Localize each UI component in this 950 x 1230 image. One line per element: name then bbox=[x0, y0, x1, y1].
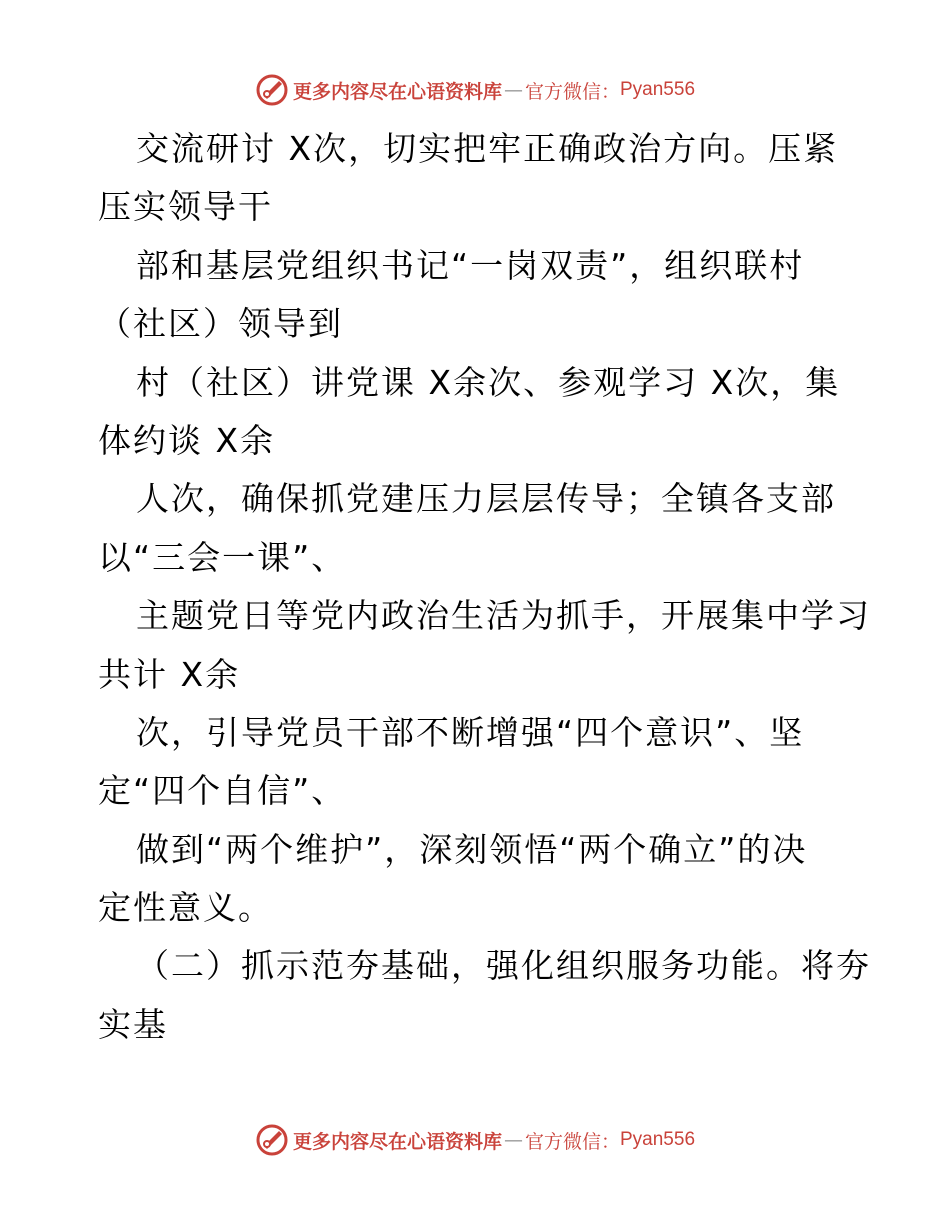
document-line: 定“四个自信”、 bbox=[98, 771, 347, 811]
document-line: 次，引导党员干部不断增强“四个意识”、坚 bbox=[136, 712, 805, 752]
footer-brand-text: 更多内容尽在心语资料库 bbox=[292, 1130, 502, 1153]
header-official-label: 官方微信： bbox=[524, 80, 620, 103]
document-body bbox=[98, 120, 871, 1054]
header-banner bbox=[0, 70, 950, 110]
document-line: 人次，确保抓党建压力层层传导；全镇各支部 bbox=[136, 479, 836, 519]
header-brand-text: 更多内容尽在心语资料库 bbox=[292, 80, 502, 103]
brand-logo-icon bbox=[255, 73, 289, 107]
footer-banner bbox=[0, 1120, 950, 1160]
document-line: 以“三会一课”、 bbox=[98, 537, 347, 577]
document-line: 共计 X余 bbox=[98, 654, 241, 694]
document-line: 体约谈 X余 bbox=[98, 420, 276, 460]
document-line: 村（社区）讲党课 X余次、参观学习 X次，集 bbox=[136, 362, 841, 402]
brand-logo-icon bbox=[255, 1123, 289, 1157]
header-wechat-id: Pyan556 bbox=[620, 79, 696, 100]
document-line: 主题党日等党内政治生活为抓手，开展集中学习 bbox=[136, 596, 871, 636]
document-line: （社区）领导到 bbox=[98, 304, 343, 344]
footer-official-label: 官方微信： bbox=[524, 1130, 620, 1153]
document-line: 部和基层党组织书记“一岗双责”，组织联村 bbox=[136, 245, 805, 285]
document-line: （二）抓示范夯基础，强化组织服务功能。将夯 bbox=[136, 946, 871, 986]
document-line: 压实领导干 bbox=[98, 187, 273, 227]
document-line: 定性意义。 bbox=[98, 888, 273, 928]
document-line: 交流研讨 X次，切实把牢正确政治方向。压紧 bbox=[136, 129, 839, 168]
document-line: 做到“两个维护”，深刻领悟“两个确立”的决 bbox=[136, 829, 808, 869]
document-line: 实基 bbox=[98, 1004, 168, 1044]
footer-wechat-id: Pyan556 bbox=[620, 1129, 696, 1150]
footer-separator: — bbox=[503, 1129, 523, 1151]
header-separator: — bbox=[503, 79, 523, 101]
